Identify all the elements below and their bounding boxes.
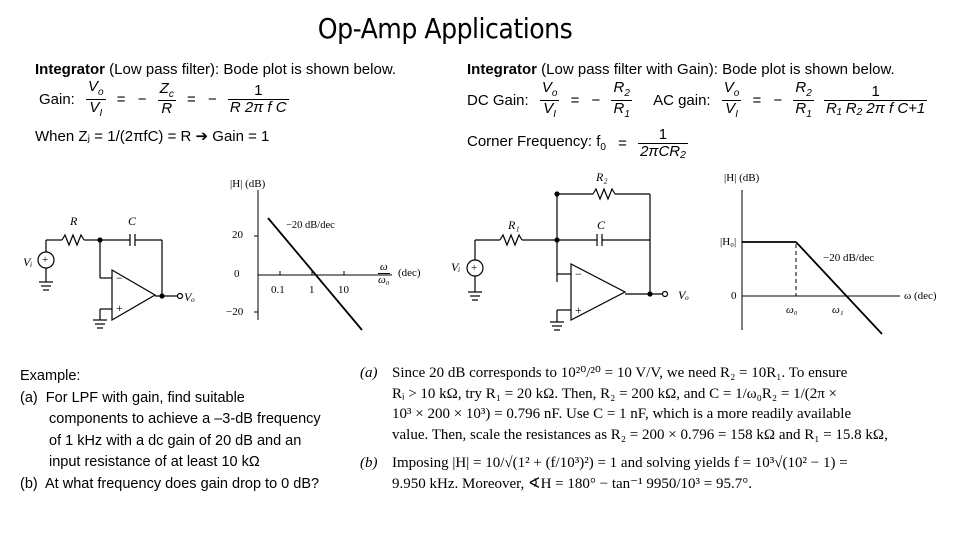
circuit2-vo-label: Vₒ xyxy=(678,288,689,302)
plot1-xlabel: ω ω₀ xyxy=(378,261,390,286)
right-gain-formulas: DC Gain: $\frac{V_o}{V_I}$ = − $\frac{R_2}{R_1}$ AC gain: $\frac{V_o}{V_I}$ = − $\frac{R_2}{R_1}$ $\frac{1}{\text{R₁ R₂ 2π f C+1}}$ xyxy=(467,79,926,120)
plot2-w0: ω₀ xyxy=(786,304,798,316)
solution-a-line4: value. Then, scale the resistances as R₂ = 200 × 0.796 = 158 kΩ and R₁ = 15.8 kΩ, xyxy=(392,426,888,443)
plot2-h0: |H₀| xyxy=(720,236,737,248)
circuit2-vi-label: Vᵢ xyxy=(451,260,461,274)
plot1-ylabel: |H| (dB) xyxy=(230,178,266,190)
plot1-ym20: −20 xyxy=(226,306,244,318)
integrator-gain-circuit xyxy=(445,172,695,340)
example-block xyxy=(20,366,360,495)
plot2-w1: ω₁ xyxy=(832,304,844,316)
plot1-y0: 0 xyxy=(234,268,240,280)
circuit1-vi-label: Vᵢ xyxy=(23,255,33,269)
solution-b-line2: 9.950 kHz. Moreover, ∢H = 180° − tan⁻¹ 9950/10³ = 95.7°. xyxy=(392,475,752,492)
svg-text:+: + xyxy=(471,262,478,274)
plot1-x01: 0.1 xyxy=(271,284,285,296)
plot1-y20: 20 xyxy=(232,229,243,241)
example-b-line1: (b) At what frequency does gain drop to 0 dB? xyxy=(20,475,320,492)
left-gain-formula: Gain: $\frac{V_o}{V_I}$ = − $\frac{Z_c}{R}$ = − $\frac{1}{\text{R 2π f C}}$ xyxy=(39,78,287,119)
plot1-x10: 10 xyxy=(338,284,349,296)
svg-text:+: + xyxy=(42,254,49,266)
plot1-x1: 1 xyxy=(309,284,315,296)
svg-text:−: − xyxy=(116,271,123,285)
svg-text:−: − xyxy=(575,267,582,281)
circuit2-r1-label: R₁ xyxy=(508,218,520,232)
integrator-circuit xyxy=(20,212,200,337)
solution-a-line3: 10³ × 200 × 10³) = 0.796 nF. Use C = 1 nF, which is a more readily available xyxy=(392,406,852,422)
svg-text:+: + xyxy=(116,301,123,315)
example-a-line3: of 1 kHz with a dc gain of 20 dB and an xyxy=(49,432,302,449)
solution-b: (b) Imposing |H| = 10/√(1² + (f/10³)²) = 1 and solving yields f = 10³√(10² − 1) = 9.950 kHz. Moreover, ∢H = 180° − tan⁻¹ 9950/10³ = 95.7°. xyxy=(360,453,950,494)
left-when-line: When Zⱼ = 1/(2πfC) = R ➔ Gain = 1 xyxy=(35,128,270,145)
solution-b-line1: Imposing |H| = 10/√(1² + (f/10³)²) = 1 and solving yields f = 10³√(10² − 1) = xyxy=(392,455,848,471)
solution-block xyxy=(360,363,950,494)
solution-a-line1: Since 20 dB corresponds to 10²⁰/²⁰ = 10 V/V, we need R₂ = 10R₁. To ensure xyxy=(392,365,848,381)
circuit2-c-label: C xyxy=(597,218,606,232)
plot2-xlabel: ω (dec) xyxy=(904,290,937,302)
circuit2-r2-label: R₂ xyxy=(596,170,608,184)
solution-a-line2: Rᵢ > 10 kΩ, try R₁ = 20 kΩ. Then, R₂ = 200 kΩ, and C = 1/ω₀R₂ = 1/(2π × xyxy=(392,385,838,402)
example-a-line4: input resistance of at least 10 kΩ xyxy=(49,454,260,470)
solution-a: (a) Since 20 dB corresponds to 10²⁰/²⁰ = 10 V/V, we need R₂ = 10R₁. To ensure Rᵢ > 10 kΩ, try R₁ = 20 kΩ. Then, R₂ = 200 kΩ, and C = 1/ω₀R₂ = 1/(2π × 10³ × 200 × 10³) = 0.796 nF. Use C = 1 nF, which is a more readily available value. Then, scale the resistances as R₂ = 200 × 0.796 = 158 kΩ and R₁ = 15.8 kΩ, xyxy=(360,363,950,445)
page-title: Op-Amp Applications xyxy=(317,12,573,45)
example-a-line1: (a) For LPF with gain, find suitable xyxy=(20,389,245,406)
plot1-slope: −20 dB/dec xyxy=(286,220,335,231)
plot2-zero: 0 xyxy=(731,290,737,302)
svg-text:+: + xyxy=(575,303,582,317)
plot2-ylabel: |H| (dB) xyxy=(724,172,760,184)
example-label: Example: xyxy=(20,368,81,384)
circuit1-r-label: R xyxy=(70,214,78,228)
example-a-line2: components to achieve a –3-dB frequency xyxy=(49,411,321,427)
plot1-xunit: (dec) xyxy=(398,267,421,279)
left-heading: Integrator (Low pass filter): Bode plot is shown below. xyxy=(35,61,396,78)
plot1-response-line xyxy=(268,218,362,330)
plot2-slope: −20 dB/dec xyxy=(823,252,875,264)
circuit1-c-label: C xyxy=(128,214,137,228)
circuit1-vo-label: Vₒ xyxy=(184,290,195,304)
bode-plot-1 xyxy=(222,170,442,345)
corner-frequency-formula: Corner Frequency: $f_0$ = $\frac{1}{\text{2πCR₂}}$ xyxy=(467,126,686,160)
right-heading: Integrator (Low pass filter with Gain): Bode plot is shown below. xyxy=(467,61,895,78)
